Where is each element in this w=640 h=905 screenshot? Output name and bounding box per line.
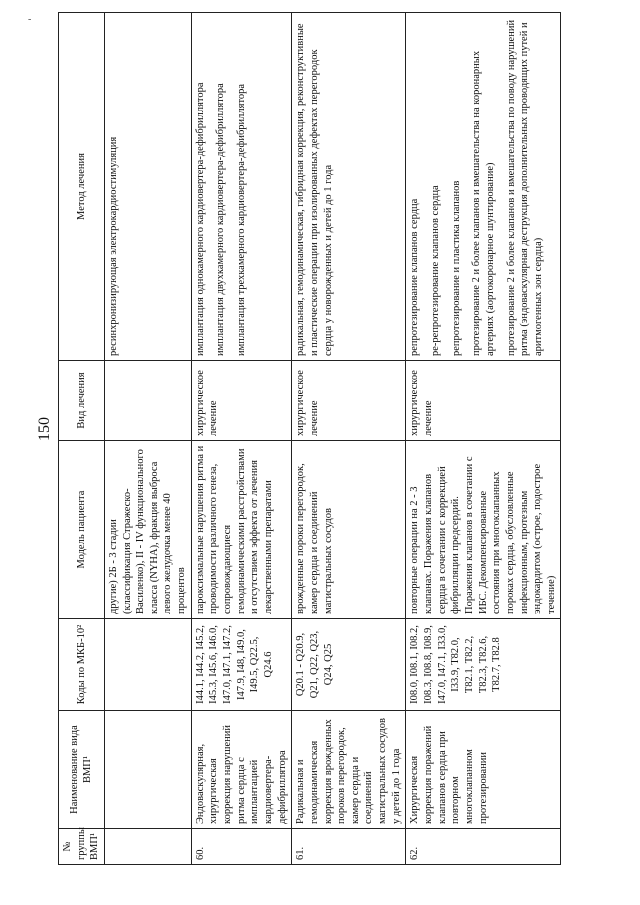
table-header-row [59,13,105,865]
method-item: протезирование 2 и более клапанов и вмешательства по поводу нарушений ритма (эндоваскулярная деструкция дополнительных проводящих путей и аритмогенных зон сердца) [505,19,544,356]
cell-model: другие) 2Б - 3 стадии (классификация Стражеско-Василенко), II - IV функционального класса (NYHA), фракция выброса левого желудочка менее 40 процентов [104,441,191,619]
cell-methods [292,13,406,361]
cell-group: 60. [191,829,291,865]
method-item: ресинхронизирующая электрокардиостимуляция [107,136,119,356]
cell-model: повторные операции на 2 - 3 клапанах. Поражения клапанов сердца в сочетании с коррекцией фибрилляции предсердий. Поражения клапанов в сочетании с ИБС. Декомпенсированные состояния при многоклапанных пороках сердца, обусловленные инфекционным, протезным эндокардитом (острое, подострое течение) [406,441,561,619]
cell-type: хирургическое лечение [406,361,561,441]
vmp-table [58,12,561,865]
cell-model: пароксизмальные нарушения ритма и проводимости различного генеза, сопровождающиеся гемодинамическими расстройствами и отсутствием эффекта от лечения лекарственными препаратами [191,441,291,619]
page-number: 150 [36,417,53,441]
cell-methods [104,13,191,361]
header-model: Модель пациента [59,441,105,619]
cell-name: Радикальная и гемодинамическая коррекция врожденных пороков перегородок, камер сердца и соединений магистральных сосудов у детей до 1 года [292,711,406,829]
cell-type: хирургическое лечение [292,361,406,441]
table-row [104,13,191,865]
cell-model: врожденные пороки перегородок, камер сердца и соединений магистральных сосудов [292,441,406,619]
method-item: ре-репротезирование клапанов сердца [430,185,442,356]
cell-group [104,829,191,865]
method-item: имплантация двухкамерного кардиовертера-дефибриллятора [215,83,227,356]
rotated-table-container [58,13,634,865]
method-item: протезирование 2 и более клапанов и вмешательства на коронарных артериях (аортокоронарное шунтирование) [471,50,496,356]
header-name: Наименование вида ВМП¹ [59,711,105,829]
cell-codes [104,619,191,711]
cell-methods [406,13,561,361]
cell-group: 62. [406,829,561,865]
method-item: имплантация трехкамерного кардиовертера-дефибриллятора [236,83,248,356]
method-item: репротезирование и пластика клапанов [450,180,462,356]
cell-codes: I44.1, I44.2, I45.2, I45.3, I45.6, I46.0, I47.0, I47.1, I47.2, I47.9, I48, I49.0, I49.5, Q22.5, Q24.6 [191,619,291,711]
cell-codes: Q20.1 - Q20.9, Q21, Q22, Q23, Q24, Q25 [292,619,406,711]
method-item: радикальная, гемодинамическая, гибридная коррекция, реконструктивные и пластические операции при изолированных дефектах перегородок сердца у новорожденных и детей до 1 года [295,23,334,356]
cell-type: хирургическое лечение [191,361,291,441]
cell-group: 61. [292,829,406,865]
cell-type [104,361,191,441]
cell-name: Хирургическая коррекция поражений клапанов сердца при повторном многоклапанном протезировании [406,711,561,829]
header-codes: Коды по МКБ-10² [59,619,105,711]
header-type: Вид лечения [59,361,105,441]
corner-mark: - [28,14,32,25]
table-row [191,13,291,865]
method-item: имплантация однокамерного кардиовертера-дефибриллятора [194,82,206,356]
cell-codes: I08.0, I08.1, I08.2, I08.3, I08.8, I08.9, I47.0, I47.1, I33.0, I33.9, T82.0, T82.1, T82.2, T82.3, T82.6, T82.7, T82.8 [406,619,561,711]
table-row [406,13,561,865]
method-item: репротезирование клапанов сердца [409,198,421,356]
table-row [292,13,406,865]
header-group: № группы ВМП¹ [59,829,105,865]
header-method: Метод лечения [59,13,105,361]
cell-methods [191,13,291,361]
cell-name: Эндоваскулярная, хирургическая коррекция нарушений ритма сердца с имплантацией кардиовертера-дефибриллятора [191,711,291,829]
cell-name [104,711,191,829]
